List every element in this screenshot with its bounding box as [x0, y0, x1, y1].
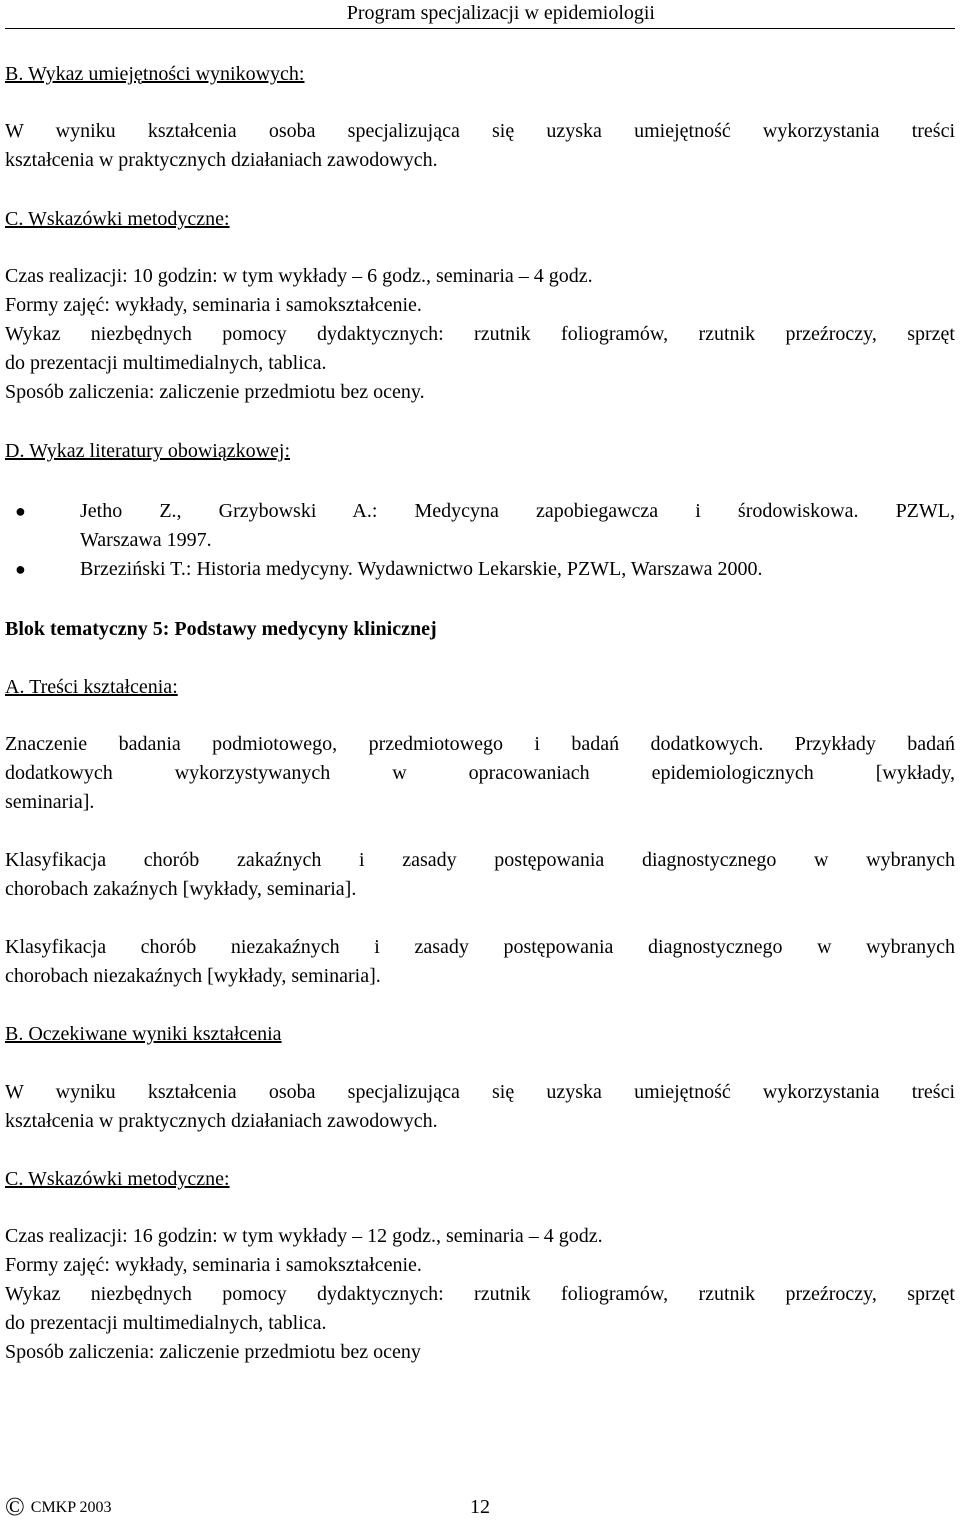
- list-item: [5, 555, 955, 584]
- section-c-aids-line1: Wykaz niezbędnych pomocy dydaktycznych: rzutnik foliogramów, rzutnik przeźroczy, sprzęt: [5, 323, 955, 345]
- copyright-icon: ©: [5, 1492, 25, 1521]
- block5-p1-line2: dodatkowych wykorzystywanych w opracowaniach epidemiologicznych [wykłady,: [5, 762, 955, 784]
- block5-c-aids-line1: Wykaz niezbędnych pomocy dydaktycznych: rzutnik foliogramów, rzutnik przeźroczy, sprzęt: [5, 1283, 955, 1305]
- bullet-icon: ●: [15, 559, 26, 579]
- section-c-aids-line2: do prezentacji multimedialnych, tablica.: [5, 352, 327, 374]
- block5-p1-line3: seminaria].: [5, 791, 95, 813]
- block5-c-forms: Formy zajęć: wykłady, seminaria i samokształcenie.: [5, 1254, 422, 1276]
- section-b-text-line1: W wyniku kształcenia osoba specjalizująca się uzyska umiejętność wykorzystania treści: [5, 120, 955, 142]
- page-number: 12: [470, 1496, 490, 1518]
- block5-c-heading: C. Wskazówki metodyczne:: [5, 1168, 230, 1190]
- block-title: Blok tematyczny 5: Podstawy medycyny klinicznej: [5, 618, 437, 640]
- section-c-time: Czas realizacji: 10 godzin: w tym wykłady – 6 godz., seminaria – 4 godz.: [5, 265, 593, 287]
- block5-c-assessment: Sposób zaliczenia: zaliczenie przedmiotu bez oceny: [5, 1341, 421, 1363]
- running-header: [5, 0, 955, 29]
- section-b-heading: B. Wykaz umiejętności wynikowych:: [5, 63, 305, 85]
- block5-p2-line1: Klasyfikacja chorób zakaźnych i zasady postępowania diagnostycznego w wybranych: [5, 849, 955, 871]
- block5-b-text-line1: W wyniku kształcenia osoba specjalizująca się uzyska umiejętność wykorzystania treści: [5, 1081, 955, 1103]
- literature-item-1-line2: Warszawa 1997.: [80, 529, 212, 551]
- section-b-text-line2: kształcenia w praktycznych działaniach zawodowych.: [5, 149, 438, 171]
- block5-p3-line1: Klasyfikacja chorób niezakaźnych i zasady postępowania diagnostycznego w wybranych: [5, 936, 955, 958]
- section-c-forms: Formy zajęć: wykłady, seminaria i samokształcenie.: [5, 294, 422, 316]
- block5-b-heading: B. Oczekiwane wyniki kształcenia: [5, 1023, 282, 1045]
- header-title: Program specjalizacji w epidemiologii: [346, 2, 655, 24]
- list-item: [5, 497, 955, 555]
- block5-p2-line2: chorobach zakaźnych [wykłady, seminaria].: [5, 878, 357, 900]
- literature-list: [5, 497, 955, 584]
- block5-p3-line2: chorobach niezakaźnych [wykłady, seminaria].: [5, 965, 381, 987]
- section-d-heading: D. Wykaz literatury obowiązkowej:: [5, 440, 290, 462]
- footer: [5, 1492, 112, 1521]
- section-c-assessment: Sposób zaliczenia: zaliczenie przedmiotu bez oceny.: [5, 381, 425, 403]
- bullet-icon: ●: [15, 501, 26, 521]
- footer-org: CMKP 2003: [30, 1499, 112, 1516]
- literature-item-2: Brzeziński T.: Historia medycyny. Wydawnictwo Lekarskie, PZWL, Warszawa 2000.: [80, 558, 763, 580]
- section-c-heading: C. Wskazówki metodyczne:: [5, 208, 230, 230]
- block5-a-heading: A. Treści kształcenia:: [5, 676, 178, 698]
- block5-b-text-line2: kształcenia w praktycznych działaniach zawodowych.: [5, 1110, 438, 1132]
- block5-c-aids-line2: do prezentacji multimedialnych, tablica.: [5, 1312, 327, 1334]
- literature-item-1-line1: Jetho Z., Grzybowski A.: Medycyna zapobiegawcza i środowiskowa. PZWL,: [80, 500, 955, 522]
- block5-p1-line1: Znaczenie badania podmiotowego, przedmiotowego i badań dodatkowych. Przykłady badań: [5, 733, 955, 755]
- block5-c-time: Czas realizacji: 16 godzin: w tym wykłady – 12 godz., seminaria – 4 godz.: [5, 1225, 603, 1247]
